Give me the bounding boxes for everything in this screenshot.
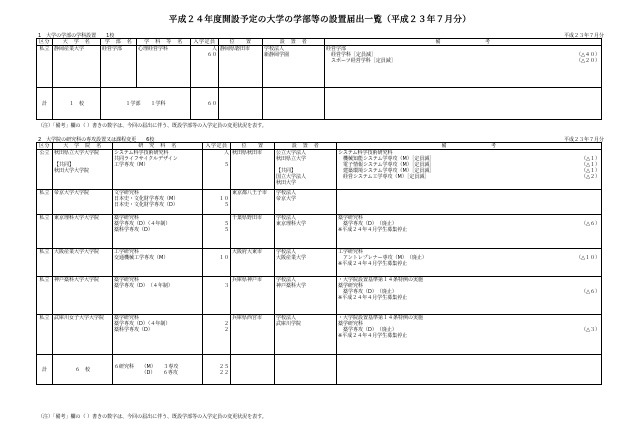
section1-header-row: [37, 39, 602, 46]
section2-heading: 2 大学院の研究科の専攻設置又は課程変更 6校: [38, 137, 155, 143]
header-kubun: 区分: [37, 143, 53, 150]
section1-heading: 1 大学の学部の学科設置 1校: [38, 33, 115, 39]
document-title: 平成２４年度開設予定の大学の学部等の設置届出一覧（平成２３年７月分）: [168, 15, 472, 25]
section1-date: 平成２３年７月分: [563, 33, 604, 39]
header-faculty: 学 部 名: [101, 39, 137, 46]
table-row: 公立 秋田県立大学大学院 【共同】 秋田大学大学院 システム科学技術研究科 共同ライフサイクルデザイン 工学専攻（M） 人 ５ 秋田県秋田市 公立大学法人 秋田県立大学 【共同】 国立大学法人 秋田大学 システム科学技術研究科 機械知能システム学専攻（M）［定員減］ （△１） 電子情報システム学専攻（M）［定員減］ （△１） 建築環境システム学専攻（M）［定員減］ （△１） 経営システム工学専攻（M）［定員減］ （△２）: [37, 150, 602, 190]
table-row: 私立 東京理科大学大学院 薬学研究科 薬学専攻（D）（４年制） 薬科学専攻（D） ５ ５ 千葉県野田市 学校法人 東京理科大学 薬学研究科 薬学専攻（D） （廃止） （△６） ※平成２４年４月学生募集停止: [37, 215, 602, 249]
header-capacity: 入学定員: [191, 39, 219, 46]
total-capacity: ６０: [191, 88, 219, 120]
table-row: [37, 46, 602, 88]
unit-label: 人: [211, 46, 217, 52]
table-row: 私立 神戸薬科大学大学院 薬学研究科 薬学専攻（D） （４年制） ３ 兵庫県神戸市 学校法人 神戸薬科大学 ・大学院設置基準第１４条特例の実施 薬学研究科 薬学専攻（D） （廃止） （△６） ※平成２４年４月学生募集停止: [37, 277, 602, 315]
header-capacity: 入学定員: [203, 143, 231, 150]
section2-table: [36, 142, 602, 385]
total-univ-count: １ 校: [53, 88, 101, 120]
cell-remarks: 経営学部 経営学科［定員減］ （△４０） スポーツ経営学科［定員減］ （△２０）: [325, 46, 602, 88]
total-row: [37, 355, 602, 385]
total-univ-count: ６ 校: [53, 355, 113, 385]
cell-univ: 静岡産業大学: [53, 46, 101, 88]
total-capacity: ２５ ２２: [203, 355, 231, 385]
total-label: 計: [37, 88, 53, 120]
header-remarks: 備 考: [337, 143, 602, 150]
header-grad-univ: 大 学 院 名: [53, 143, 113, 150]
table-row: 私立 大阪産業大学大学院 工学研究科 交通機械工学専攻（M） １０ 大阪府大東市 学校法人 大阪産業大学 工学研究科 アントレプレナー専攻（M） （廃止） （△１０） ※平成２４年４月学生募集停止: [37, 249, 602, 277]
cell-faculty: 経営学部: [101, 46, 137, 88]
total-label: 計: [37, 355, 53, 385]
header-course: 研 究 科 名: [113, 143, 203, 150]
header-remarks: 備 考: [325, 39, 602, 46]
table-row: 私立 武庫川女子大学大学院 薬学研究科 薬学専攻（D）（４年制） 薬科学専攻（D） ２ ２ 兵庫県西宮市 学校法人 武庫川学院 ・大学院設置基準第１４条特例の実施 薬学研究科 薬学専攻（D） （廃止） （△３） ※平成２４年４月学生募集停止: [37, 315, 602, 355]
cell-department: 心理経営学科: [137, 46, 191, 88]
total-row: [37, 88, 602, 120]
unit-label: 人: [223, 150, 229, 156]
header-department: 学 科 等 名: [137, 39, 191, 46]
section1-table: [36, 38, 602, 120]
section2-note: （注）「備考」欄の（ ）書きの数字は、今回の届出に伴う、既設学部等の入学定員の変更状況を表す。: [38, 414, 267, 420]
cell-kubun: 私立: [37, 46, 53, 88]
total-summary: １学部 １学科: [101, 88, 191, 120]
header-location: 位 置: [231, 143, 275, 150]
header-univ: 大 学 名: [53, 39, 101, 46]
table-row: 私立 帝京大学大学院 文学研究科 日本史・文化財学専攻（M） 日本史・文化財学専攻（D） １０ ５ 東京都八王子市 学校法人 帝京大学: [37, 190, 602, 215]
header-founder: 設 置 者: [263, 39, 325, 46]
section2-header-row: [37, 143, 602, 150]
cell-founder: 学校法人 新静岡学園: [263, 46, 325, 88]
header-kubun: 区分: [37, 39, 53, 46]
total-summary: ６研究科 （M） ３専攻 （D） ６専攻: [113, 355, 203, 385]
header-founder: 設 置 者: [275, 143, 337, 150]
cell-location: 静岡県磐田市: [219, 46, 263, 88]
cell-capacity: 人 ６０: [191, 46, 219, 88]
section1-note: （注）「備考」欄の（ ）書きの数字は、今回の届出に伴う、既設学部等の入学定員の変更状況を表す。: [38, 123, 267, 129]
header-location: 位 置: [219, 39, 263, 46]
section2-date: 平成２３年７月分: [563, 137, 604, 143]
